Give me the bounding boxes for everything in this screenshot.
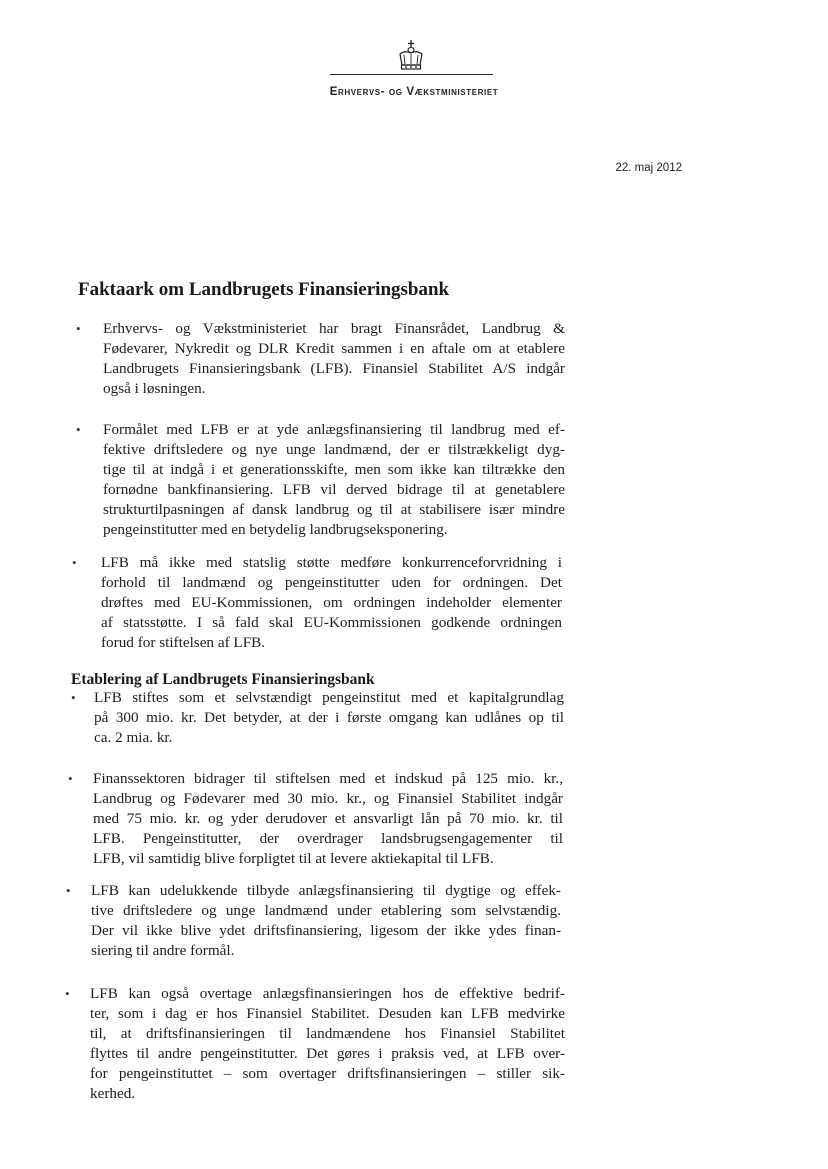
text-line: strukturtilpasningen af dansk landbrug og til at stabilisere især mindre (103, 501, 565, 518)
text-line: Formålet med LFB er at yde anlægsfinansiering til landbrug med ef- (103, 421, 565, 438)
text-line: forud for stiftelsen af LFB. (101, 634, 266, 651)
section-heading: Etablering af Landbrugets Finansieringsbank (71, 671, 375, 688)
text-line: forhold til landmænd og pengeinstitutter uden for ordningen. Det (101, 574, 562, 591)
text-line: LFB. Pengeinstitutter, der overdrager landsbrugsengagementer til (93, 830, 563, 847)
text-line: tive driftsledere og unge landmænd under etablering som selvstændig. (91, 902, 561, 919)
text-line: med 75 mio. kr. og yder derudover et ansvarligt lån på 70 mio. kr. til (93, 810, 563, 827)
text-line: siering til andre formål. (91, 942, 235, 959)
bullet-icon: • (76, 321, 81, 336)
text-line: Fødevarer, Nykredit og DLR Kredit sammen i en aftale om at etablere (103, 340, 565, 357)
text-line: LFB stiftes som et selvstændigt pengeinstitut med et kapitalgrundlag (94, 689, 564, 706)
list-item-text (101, 553, 562, 653)
text-line: tige til at indgå i et generationsskifte, men som ikke kan tiltrække den (103, 461, 565, 478)
text-line: LFB kan udelukkende tilbyde anlægsfinansiering til dygtige og effek- (91, 882, 561, 899)
list-item-text (91, 881, 561, 961)
bullet-icon: • (71, 690, 76, 705)
text-line: LFB må ikke med statslig støtte medføre konkurrenceforvridning i (101, 554, 562, 571)
list-item-text (103, 420, 565, 540)
crown-icon (396, 40, 426, 74)
text-line: af statsstøtte. I så fald skal EU-Kommissionen godkende ordningen (101, 614, 562, 631)
text-line: kerhed. (90, 1085, 136, 1102)
text-line: pengeinstitutter med en betydelig landbrugseksponering. (103, 521, 448, 538)
text-line: for pengeinstituttet – som overtager driftsfinansieringen – stiller sik- (90, 1065, 565, 1082)
bullet-icon: • (76, 422, 81, 437)
text-line: Erhvervs- og Vækstministeriet har bragt Finansrådet, Landbrug & (103, 320, 565, 337)
text-line: ca. 2 mia. kr. (94, 729, 173, 746)
page-title: Faktaark om Landbrugets Finansieringsbank (78, 279, 450, 300)
list-item-text (94, 688, 564, 748)
document-date: 22. maj 2012 (615, 162, 682, 174)
text-line: LFB, vil samtidig blive forpligtet til at levere aktiekapital til LFB. (93, 850, 494, 867)
bullet-icon: • (72, 555, 77, 570)
list-item-text (93, 769, 563, 869)
text-line: LFB kan også overtage anlægsfinansieringen hos de effektive bedrif- (90, 985, 565, 1002)
text-line: drøftes med EU-Kommissionen, om ordningen indeholder elementer (101, 594, 562, 611)
letterhead (0, 40, 828, 110)
text-line: Landbrug og Fødevarer med 30 mio. kr., og Finansiel Stabilitet indgår (93, 790, 563, 807)
list-item-text (103, 319, 565, 399)
bullet-icon: • (68, 771, 73, 786)
text-line: ter, som i dag er hos Finansiel Stabilitet. Desuden kan LFB medvirke (90, 1005, 565, 1022)
bullet-icon: • (66, 883, 71, 898)
letterhead-rule (330, 74, 493, 75)
text-line: på 300 mio. kr. Det betyder, at der i første omgang kan udlånes op til (94, 709, 564, 726)
text-line: Finanssektoren bidrager til stiftelsen med et indskud på 125 mio. kr., (93, 770, 563, 787)
list-item-text (90, 984, 565, 1104)
text-line: Der vil ikke blive ydet driftsfinansiering, ligesom der ikke ydes finan- (91, 922, 561, 939)
text-line: også i løsningen. (103, 380, 206, 397)
text-line: Landbrugets Finansieringsbank (LFB). Finansiel Stabilitet A/S indgår (103, 360, 565, 377)
text-line: fektive driftsledere og nye unge landmænd, der er tilstrækkeligt dyg- (103, 441, 565, 458)
bullet-icon: • (65, 986, 70, 1001)
text-line: flyttes til andre pengeinstitutter. Det gøres i praksis ved, at LFB over- (90, 1045, 565, 1062)
ministry-name: Erhvervs- og Vækstministeriet (329, 86, 499, 98)
text-line: fornødne bankfinansiering. LFB vil derved bidrage til at genetablere (103, 481, 565, 498)
text-line: til, at driftsfinansieringen til landmændene hos Finansiel Stabilitet (90, 1025, 565, 1042)
